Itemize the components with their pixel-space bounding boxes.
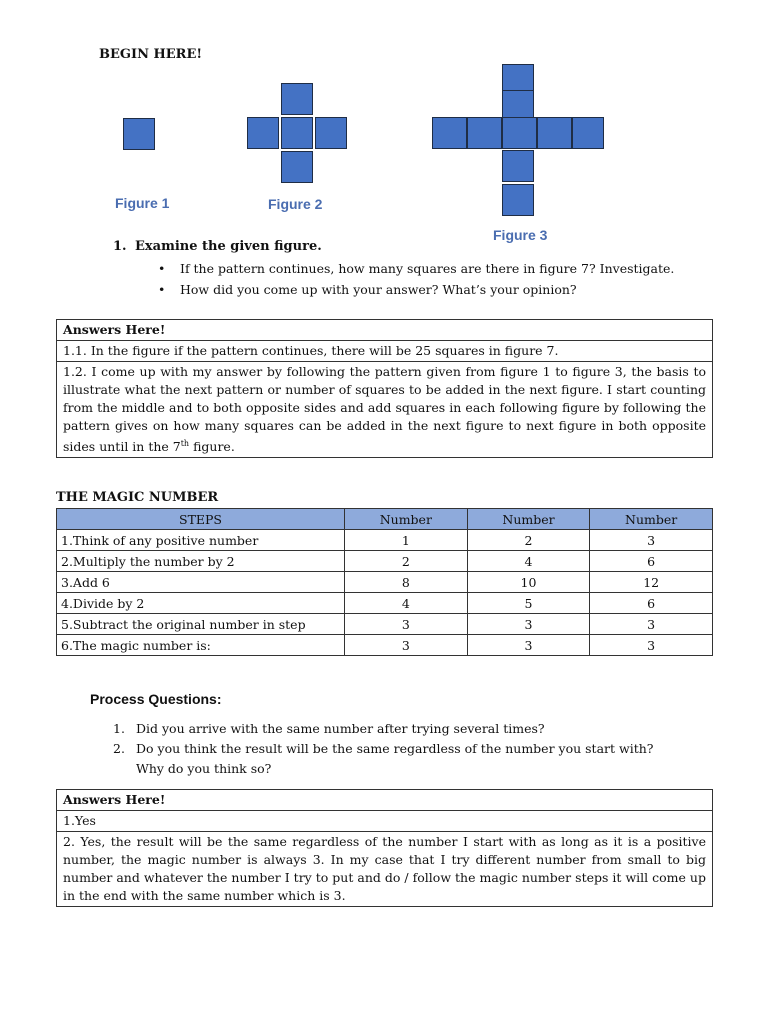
column-header: Number (467, 509, 590, 530)
step-cell: 4.Divide by 2 (57, 593, 345, 614)
bullet-icon: • (158, 261, 166, 276)
column-header: Number (345, 509, 468, 530)
table-row (57, 614, 713, 635)
value-cell: 3 (590, 614, 713, 635)
begin-here-heading: BEGIN HERE! (99, 47, 203, 62)
step-cell: 2.Multiply the number by 2 (57, 551, 345, 572)
value-cell: 3 (345, 614, 468, 635)
column-header: STEPS (57, 509, 345, 530)
value-cell: 2 (467, 530, 590, 551)
figure-2-label: Figure 2 (268, 196, 323, 212)
figure-square (502, 117, 537, 149)
answer-1-2-sup: th (180, 439, 190, 448)
figure-square (467, 117, 502, 149)
figure-1-label: Figure 1 (115, 195, 170, 211)
figure-square (281, 83, 313, 115)
value-cell: 8 (345, 572, 468, 593)
figure-square (247, 117, 279, 149)
value-cell: 3 (467, 614, 590, 635)
value-cell: 3 (467, 635, 590, 656)
step-cell: 6.The magic number is: (57, 635, 345, 656)
figure-square (502, 150, 534, 182)
figure-3-label: Figure 3 (493, 227, 548, 243)
answer-1-2-text: 1.2. I come up with my answer by following the pattern given from figure 1 to figure 3, the basis to illustrate what the next pattern or number of squares to be added in the next figure. I start counting from the middle and to both opposite sides and add squares in each following figure by following the pattern gives on how many squares can be added in the next figure to next figure in both opposite sides until in the 7 (63, 364, 706, 455)
bullet-text: How did you come up with your answer? What’s your opinion? (180, 282, 577, 297)
answers-header: Answers Here! (57, 320, 713, 341)
figure-square (281, 117, 313, 149)
value-cell: 6 (590, 593, 713, 614)
process-questions-title: Process Questions: (90, 691, 222, 707)
figure-square (432, 117, 467, 149)
question-text: Do you think the result will be the same regardless of the number you start with? (136, 741, 654, 756)
answer-1-1: 1.1. In the figure if the pattern continues, there will be 25 squares in figure 7. (57, 341, 713, 362)
question-number: 2. (113, 741, 125, 756)
question-1-bullet (158, 282, 577, 297)
question-1-number: 1. (113, 239, 127, 254)
answer-1-2-end: figure. (189, 439, 235, 455)
answers-table-1 (56, 319, 713, 458)
magic-number-title: THE MAGIC NUMBER (56, 490, 219, 505)
figure-square (537, 117, 572, 149)
value-cell: 5 (467, 593, 590, 614)
question-1-bullet (158, 261, 674, 276)
table-row (57, 635, 713, 656)
value-cell: 6 (590, 551, 713, 572)
answer-2-1: 1.Yes (57, 811, 713, 832)
figure-square (572, 117, 604, 149)
value-cell: 3 (590, 635, 713, 656)
value-cell: 3 (590, 530, 713, 551)
bullet-text: If the pattern continues, how many squares are there in figure 7? Investigate. (180, 261, 675, 276)
bullet-icon: • (158, 282, 166, 297)
question-1-title: Examine the given figure. (135, 239, 322, 254)
value-cell: 3 (345, 635, 468, 656)
process-question-2 (113, 741, 653, 756)
value-cell: 4 (467, 551, 590, 572)
question-1 (113, 239, 322, 254)
table-row (57, 593, 713, 614)
step-cell: 3.Add 6 (57, 572, 345, 593)
value-cell: 4 (345, 593, 468, 614)
answers-header: Answers Here! (57, 790, 713, 811)
question-number: 1. (113, 721, 125, 736)
answers-table-2 (56, 789, 713, 907)
table-row (57, 572, 713, 593)
table-row (57, 551, 713, 572)
process-question-1 (113, 721, 545, 736)
figure-square (123, 118, 155, 150)
value-cell: 1 (345, 530, 468, 551)
value-cell: 12 (590, 572, 713, 593)
value-cell: 10 (467, 572, 590, 593)
answer-2-2: 2. Yes, the result will be the same regardless of the number I start with as long as it is a positive number, the magic number is always 3. In my case that I try different number from small to big number and whatever the number I try to put and do / follow the magic number steps it will come up in the end with the same number which is 3. (57, 832, 713, 907)
question-text: Did you arrive with the same number after trying several times? (136, 721, 545, 736)
table-row (57, 530, 713, 551)
answer-1-2 (57, 362, 713, 458)
magic-number-table (56, 508, 713, 656)
figure-square (502, 184, 534, 216)
figure-square (281, 151, 313, 183)
step-cell: 5.Subtract the original number in step (57, 614, 345, 635)
value-cell: 2 (345, 551, 468, 572)
process-question-2-cont: Why do you think so? (136, 761, 272, 776)
column-header: Number (590, 509, 713, 530)
table-header-row (57, 509, 713, 530)
figure-square (315, 117, 347, 149)
step-cell: 1.Think of any positive number (57, 530, 345, 551)
